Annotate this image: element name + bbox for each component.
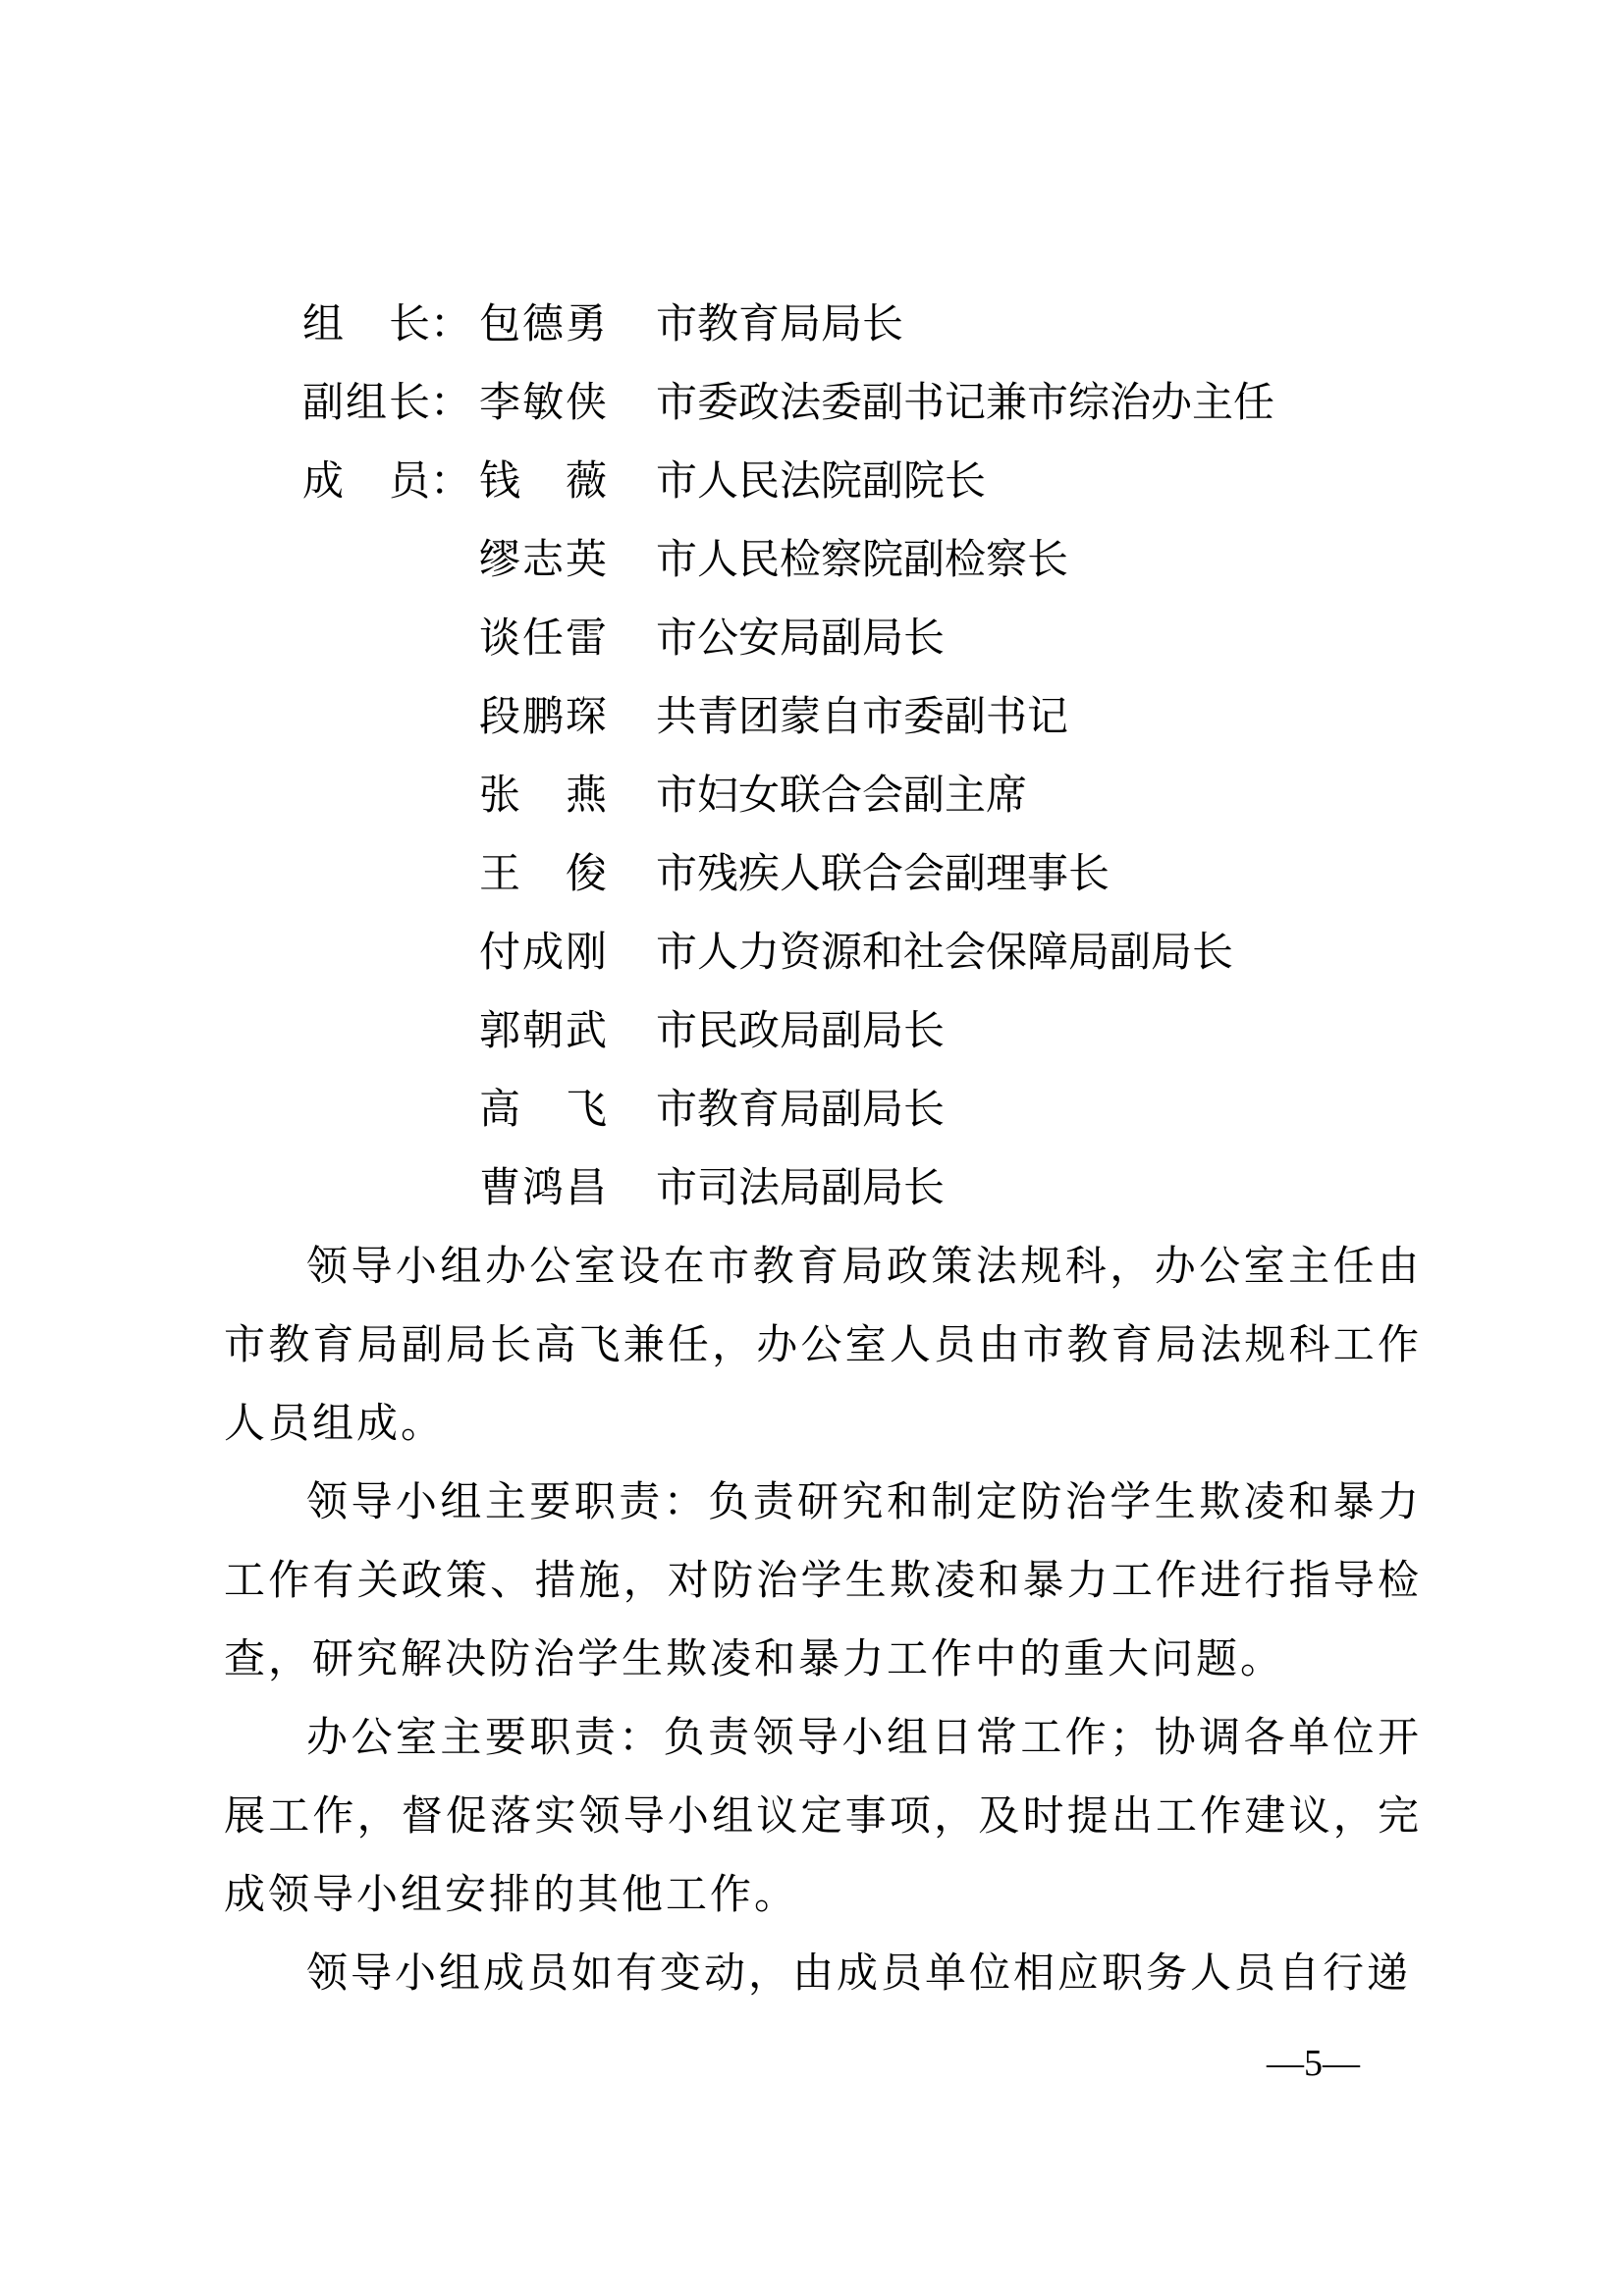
role-char: 组 <box>302 299 345 347</box>
name-char: 勇 <box>565 299 607 347</box>
name-char: 包 <box>479 299 521 347</box>
name-char: 英 <box>565 535 607 583</box>
page-number: —5— <box>1267 2043 1360 2084</box>
member-name <box>479 1080 607 1139</box>
role-char: 长 <box>388 299 430 347</box>
name-char: 侠 <box>565 378 607 426</box>
member-name <box>479 452 607 510</box>
role-char: 员 <box>388 456 430 505</box>
roster-row <box>302 294 1432 373</box>
name-char: 高 <box>479 1085 521 1133</box>
name-char: 俊 <box>565 849 607 897</box>
name-char: 张 <box>479 771 521 819</box>
name-char: 雷 <box>565 614 607 662</box>
name-char: 朝 <box>521 1006 564 1054</box>
role-label <box>302 373 479 432</box>
roster-row <box>302 766 1432 844</box>
roster-row <box>302 373 1432 452</box>
member-title: 市委政法委副书记兼市综治办主任 <box>656 378 1275 426</box>
member-title: 市妇女联合会副主席 <box>656 771 1028 819</box>
name-char: 昌 <box>565 1163 607 1211</box>
name-char: 武 <box>565 1006 607 1054</box>
name-char: 飞 <box>565 1085 607 1133</box>
member-name <box>479 609 607 667</box>
member-name <box>479 766 607 825</box>
name-char: 王 <box>479 849 521 897</box>
member-name <box>479 923 607 982</box>
name-char: 刚 <box>565 928 607 976</box>
member-title: 市司法局副局长 <box>656 1163 946 1211</box>
roster-row <box>302 530 1432 609</box>
roster-row <box>302 1158 1432 1237</box>
member-title: 市教育局局长 <box>656 299 904 347</box>
member-name <box>479 1158 607 1217</box>
name-char: 任 <box>521 614 564 662</box>
paragraph-office-duties: 办公室主要职责：负责领导小组日常工作；协调各单位开展工作，督促落实领导小组议定事项，及时提出工作建议，完成领导小组安排的其他工作。 <box>224 1713 1422 1918</box>
leadership-roster <box>302 294 1432 1237</box>
role-char: 副 <box>302 378 345 426</box>
name-char: 付 <box>479 928 521 976</box>
member-title: 市公安局副局长 <box>656 614 946 662</box>
member-title: 市人力资源和社会保障局副局长 <box>656 928 1234 976</box>
roster-row <box>302 609 1432 687</box>
member-title: 市人民检察院副检察长 <box>656 535 1069 583</box>
name-char: 敏 <box>521 378 564 426</box>
member-title: 市人民法院副院长 <box>656 456 987 505</box>
member-name <box>479 844 607 903</box>
roster-row <box>302 844 1432 923</box>
role-char: 组 <box>345 378 387 426</box>
member-name <box>479 1001 607 1060</box>
name-char: 德 <box>521 299 564 347</box>
name-char: 段 <box>479 692 521 740</box>
name-char: 琛 <box>565 692 607 740</box>
name-char: 钱 <box>479 456 521 505</box>
roster-row <box>302 687 1432 766</box>
name-char: 缪 <box>479 535 521 583</box>
role-label <box>302 294 479 353</box>
role-label <box>302 452 479 510</box>
name-char: 鹏 <box>521 692 564 740</box>
name-char: 薇 <box>565 456 607 505</box>
name-char: 李 <box>479 378 521 426</box>
member-title: 市残疾人联合会副理事长 <box>656 849 1110 897</box>
role-char: 成 <box>302 456 345 505</box>
member-title: 市教育局副局长 <box>656 1085 946 1133</box>
name-char: 郭 <box>479 1006 521 1054</box>
name-char: 成 <box>521 928 564 976</box>
member-title: 共青团蒙自市委副书记 <box>656 692 1069 740</box>
paragraph-group-duties: 领导小组主要职责：负责研究和制定防治学生欺凌和暴力工作有关政策、措施，对防治学生欺凌和暴力工作进行指导检查，研究解决防治学生欺凌和暴力工作中的重大问题。 <box>224 1477 1422 1682</box>
role-char: 长 <box>388 378 430 426</box>
paragraph-member-changes: 领导小组成员如有变动，由成员单位相应职务人员自行递 <box>306 1949 1412 1997</box>
body-text <box>224 1227 1422 2012</box>
colon: ： <box>430 378 472 426</box>
member-name <box>479 373 607 432</box>
roster-row <box>302 1001 1432 1080</box>
colon: ： <box>430 456 472 505</box>
name-char: 鸿 <box>521 1163 564 1211</box>
member-title: 市民政局副局长 <box>656 1006 946 1054</box>
member-name <box>479 294 607 353</box>
roster-row <box>302 1080 1432 1158</box>
colon: ： <box>430 299 472 347</box>
member-name <box>479 687 607 746</box>
roster-row <box>302 923 1432 1001</box>
name-char: 燕 <box>565 771 607 819</box>
paragraph-office-setup: 领导小组办公室设在市教育局政策法规科，办公室主任由市教育局副局长高飞兼任，办公室人员由市教育局法规科工作人员组成。 <box>224 1242 1422 1447</box>
roster-row <box>302 452 1432 530</box>
name-char: 志 <box>521 535 564 583</box>
name-char: 曹 <box>479 1163 521 1211</box>
name-char: 谈 <box>479 614 521 662</box>
member-name <box>479 530 607 589</box>
